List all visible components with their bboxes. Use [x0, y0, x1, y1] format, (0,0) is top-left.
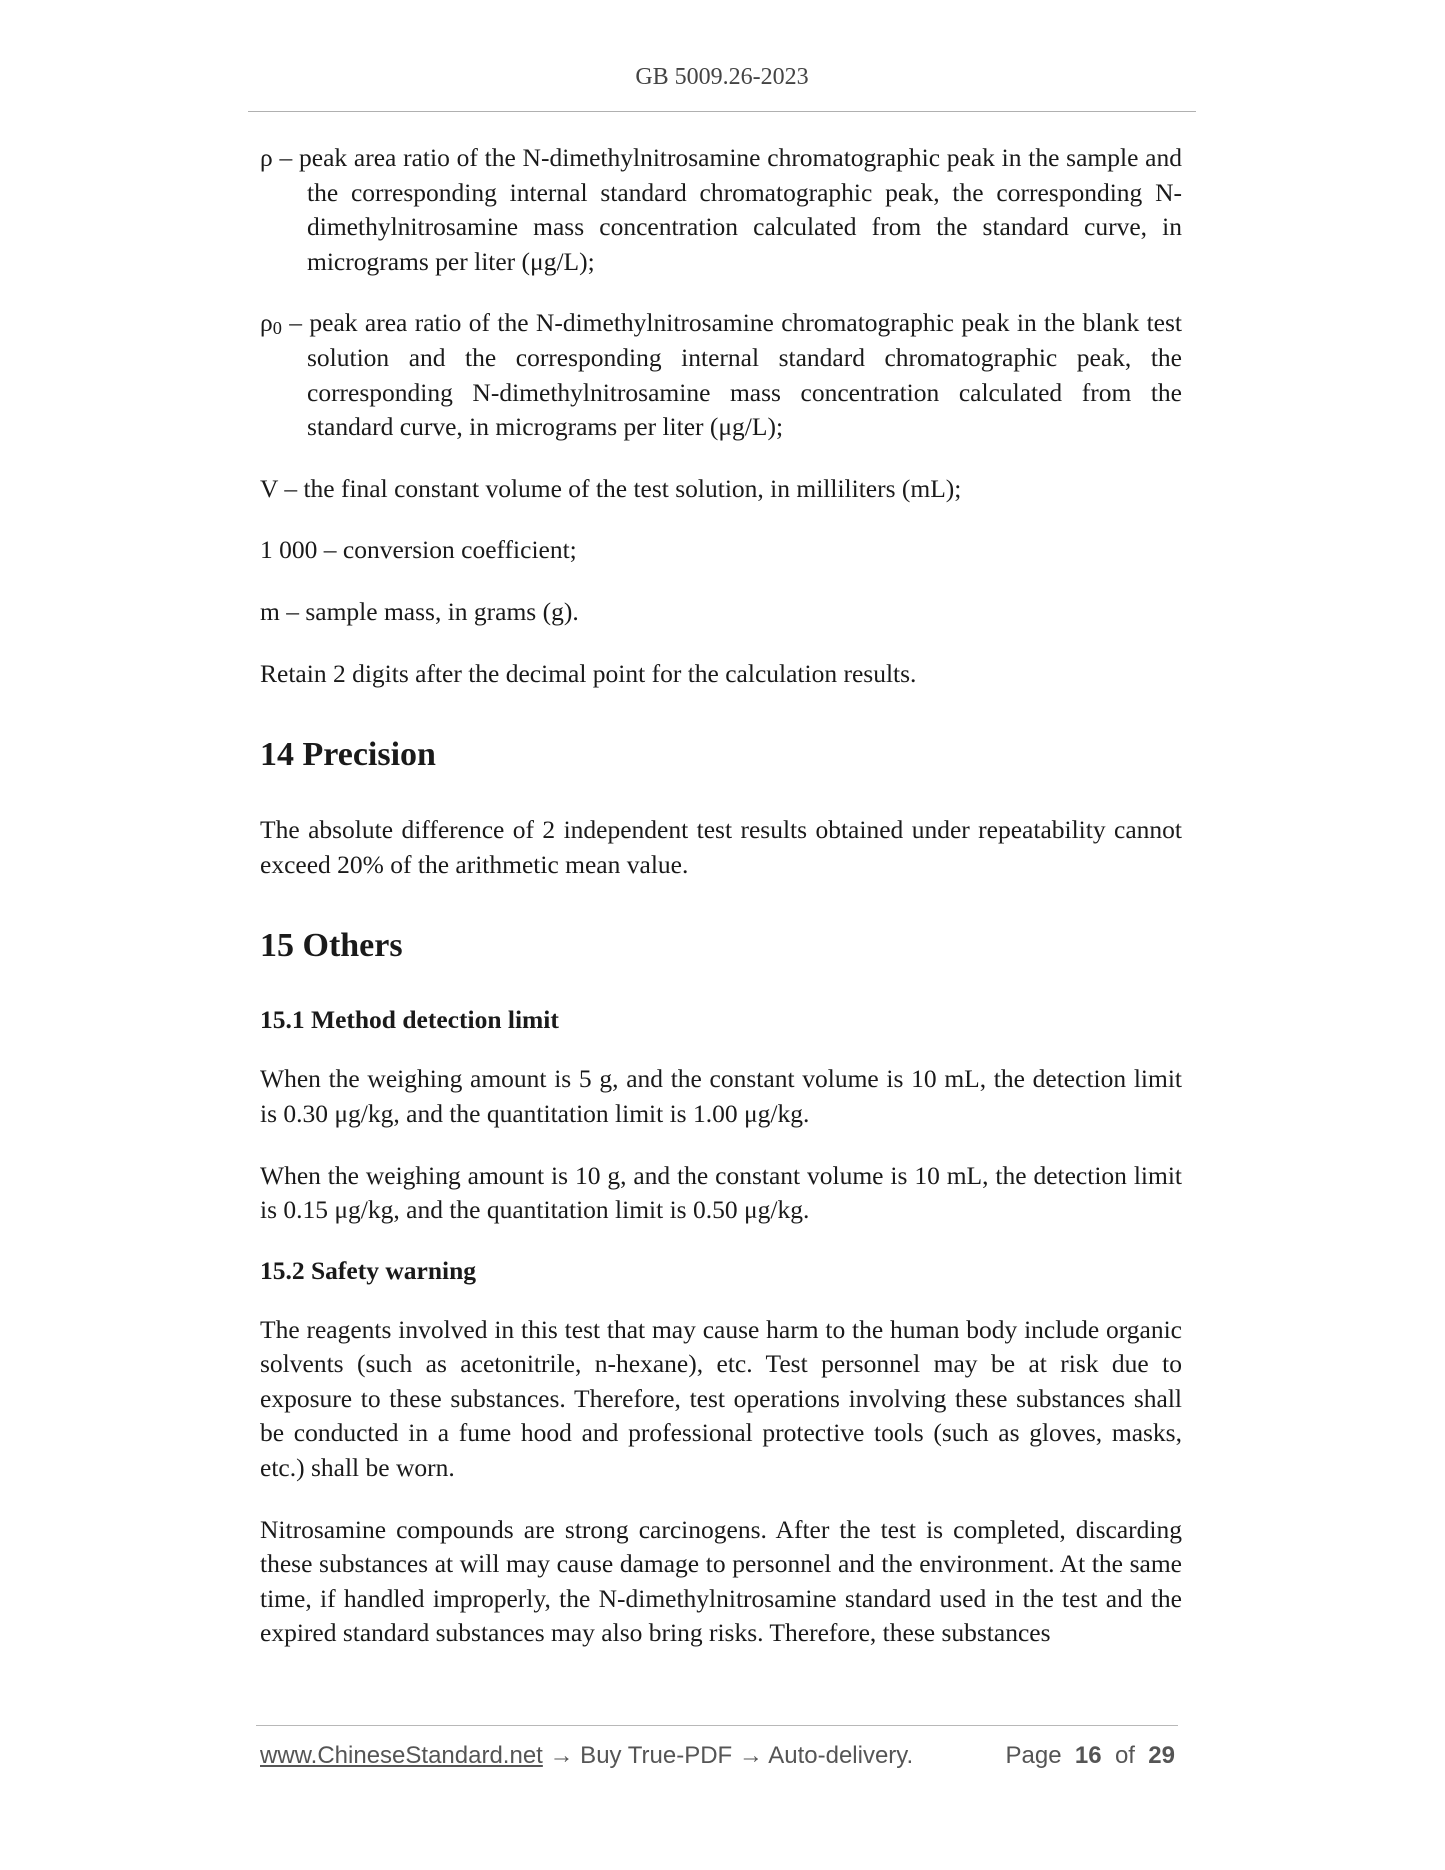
website-link[interactable]: www.ChineseStandard.net: [260, 1742, 543, 1769]
symbol-rho0-subscript: 0: [272, 318, 282, 339]
footer-left: [260, 1742, 913, 1770]
section-14-heading: 14 Precision: [260, 736, 436, 774]
definition-rho0-text: – peak area ratio of the N-dimethylnitrosamine chromatographic peak in the blank test solution and the corresponding internal standard chromatographic peak, the corresponding N-dimethylnitrosamine mass concentration calculated from the standard curve, in micrograms per liter (μg/L);: [281, 308, 1182, 442]
footer-tagline: → Buy True-PDF → Auto-delivery.: [542, 1742, 914, 1769]
page-current-number: 16: [1074, 1742, 1102, 1769]
footer-divider: [256, 1725, 1178, 1726]
section-15-2-paragraph-1: The reagents involved in this test that may cause harm to the human body include organic solvents (such as acetonitrile, n-hexane), etc. Test personnel may be at risk due to exposure to these substances. Therefore, test operations involving these substances shall be conducted in a fume hood and professional protective tools (such as gloves, masks, etc.) shall be worn.: [260, 1314, 1182, 1483]
definition-v: V – the final constant volume of the test solution, in milliliters (mL);: [260, 473, 962, 503]
page-label: Page: [1005, 1742, 1062, 1769]
section-15-1-heading: 15.1 Method detection limit: [260, 1005, 559, 1035]
definition-rho0: [260, 306, 1182, 444]
page-indicator: [1005, 1742, 1175, 1770]
section-15-2-paragraph-2: Nitrosamine compounds are strong carcinogens. After the test is completed, discarding these substances at will may cause damage to personnel and the environment. At the same time, if handled improperly, the N-dimethylnitrosamine standard used in the test and the expired standard substances may also bring risks. Therefore, these substances: [260, 1514, 1182, 1648]
page-total-number: 29: [1148, 1742, 1175, 1769]
section-15-1-paragraph-1: When the weighing amount is 5 g, and the constant volume is 10 mL, the detection limit is 0.30 μg/kg, and the quantitation limit is 1.00 μg/kg.: [260, 1064, 1182, 1128]
definition-rho: [260, 141, 1182, 279]
section-14-text: The absolute difference of 2 independent test results obtained under repeatability cannot exceed 20% of the arithmetic mean value.: [260, 815, 1182, 879]
section-15-2-heading: 15.2 Safety warning: [260, 1255, 477, 1285]
section-15-1-paragraph-2: When the weighing amount is 10 g, and the constant volume is 10 mL, the detection limit is 0.15 μg/kg, and the quantitation limit is 0.50 μg/kg.: [260, 1160, 1182, 1225]
section-15-heading: 15 Others: [260, 927, 403, 965]
document-body: [260, 141, 1182, 1678]
definition-rho-text: – peak area ratio of the N-dimethylnitrosamine chromatographic peak in the sample and the corresponding internal standard chromatographic peak, the corresponding N-dimethylnitrosamine mass concentration calculated from the standard curve, in micrograms per liter (μg/L);: [272, 143, 1182, 276]
symbol-rho: ρ: [260, 143, 273, 172]
page-header-standard-code: GB 5009.26-2023: [635, 64, 809, 90]
page-of-label: of: [1114, 1742, 1135, 1769]
definition-conversion-coefficient: 1 000 – conversion coefficient;: [260, 535, 577, 565]
retain-digits-note: Retain 2 digits after the decimal point for the calculation results.: [260, 658, 917, 688]
header-divider: [248, 111, 1196, 112]
definition-m: m – sample mass, in grams (g).: [260, 596, 579, 626]
page-footer: [260, 1742, 1175, 1778]
symbol-rho0: ρ: [260, 308, 273, 338]
